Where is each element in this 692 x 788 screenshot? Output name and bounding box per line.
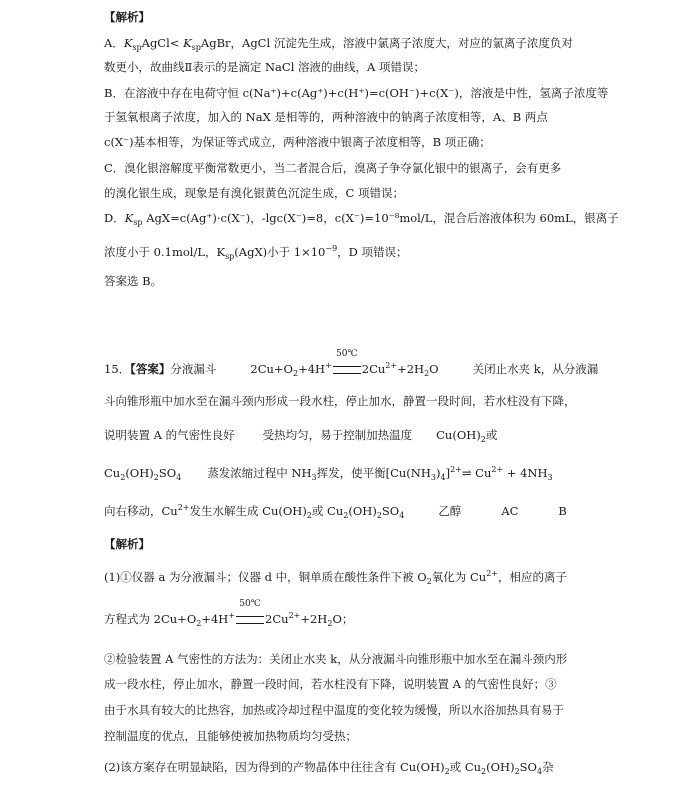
reaction-condition-arrow-2: 50℃ (236, 610, 264, 628)
analysis-b-line-3: c(X⁻)基本相等，为保证等式成立，两种溶液中银离子浓度相等，B 项正确； (104, 135, 491, 149)
analysis2-line-1: (1)①仪器 a 为分液漏斗；仪器 d 中，铜单质在酸性条件下被 $O_2$氧化为 $Cu^{2+}$，相应的离子 (104, 569, 567, 586)
reaction-condition-arrow: 50℃ (333, 360, 361, 378)
q15-line-4: $Cu_2(OH)_2SO_4$ 蒸发浓缩过程中 $NH_3$挥发，使平衡$[Cu(NH_3)_4]^{2+}\rightleftharpoons$ $Cu^{2+} + 4NH_3$ (104, 465, 553, 482)
analysis-d-line-2: 浓度小于 0.1mol/L，$K_{sp}(AgX)$小于 $1\times 10^{-9}$，D 项错误； (104, 244, 408, 261)
analysis2-line-7: (2)该方案存在明显缺陷，因为得到的产物晶体中往往含有 $Cu(OH)_2$或 $Cu_2(OH)_2SO_4$杂 (104, 760, 554, 776)
analysis-b-line-1: B．在溶液中存在电荷守恒 c(Na⁺)+c(Ag⁺)+c(H⁺)=c(OH⁻)+c(X⁻)，溶液是中性，氢离子浓度等 (104, 86, 609, 100)
analysis-c-line-2: 的溴化银生成，现象是有溴化银黄色沉淀生成，C 项错误； (104, 186, 404, 200)
q15-line-1: 15．【答案】分液漏斗 $2Cu+O_2+4H^+$ 50℃ $2Cu^{2+}+2H_2O$ 关闭止水夹 k，从分液漏 (104, 349, 599, 378)
analysis-b-line-2: 于氢氧根离子浓度，加入的 NaX 是相等的，两种溶液中的钠离子浓度相等，A、B 两点 (104, 110, 548, 124)
analysis-d-line-1: D．$K_{sp}$ AgX=c(Ag⁺)·c(X⁻)，-lgc(X⁻)=8，c(X⁻)=10⁻⁸mol/L，混合后溶液体积为 60mL，银离子 (104, 211, 619, 227)
analysis2-line-2: 方程式为 $2Cu+O_2+4H^+$ 50℃ $2Cu^{2+}+2H_2O$； (104, 599, 354, 628)
analysis2-line-5: 由于水具有较大的比热容，加热或冷却过程中温度的变化较为缓慢，所以水浴加热具有易于 (104, 703, 564, 717)
q15-line-2: 斗向锥形瓶中加水至在漏斗颈内形成一段水柱，停止加水，静置一段时间，若水柱没有下降， (104, 394, 576, 408)
analysis-c-line-1: C．溴化银溶解度平衡常数更小，当二者混合后，溴离子争夺氯化银中的银离子，会有更多 (104, 161, 562, 175)
analysis-a-line-1: A．$K_{sp}AgCl<$ $K_{sp}AgBr$，AgCl 沉淀先生成，溶液中氯离子浓度大，对应的氯离子浓度负对 (104, 36, 573, 52)
q15-line-5: 向右移动，$Cu^{2+}$发生水解生成 $Cu(OH)_2$或 $Cu_2(OH)_2SO_4$ 乙醇 AC B (104, 503, 567, 520)
analysis-heading-2: 【解析】 (104, 537, 150, 551)
answer-line: 答案选 B。 (104, 274, 163, 288)
analysis-a-line-2: 数更小，故曲线Ⅱ表示的是滴定 NaCl 溶液的曲线，A 项错误； (104, 60, 425, 74)
analysis2-line-3: ②检验装置 A 气密性的方法为：关闭止水夹 k，从分液漏斗向锥形瓶中加水至在漏斗颈内形 (104, 652, 568, 666)
q15-line-3: 说明装置 A 的气密性良好 受热均匀，易于控制加热温度 $Cu(OH)_2$或 (104, 428, 498, 444)
analysis2-line-6: 控制温度的优点，且能够使被加热物质均匀受热； (104, 729, 357, 743)
analysis-heading-1: 【解析】 (104, 10, 150, 24)
analysis2-line-4: 成一段水柱，停止加水，静置一段时间，若水柱没有下降，说明装置 A 的气密性良好；③ (104, 677, 557, 691)
